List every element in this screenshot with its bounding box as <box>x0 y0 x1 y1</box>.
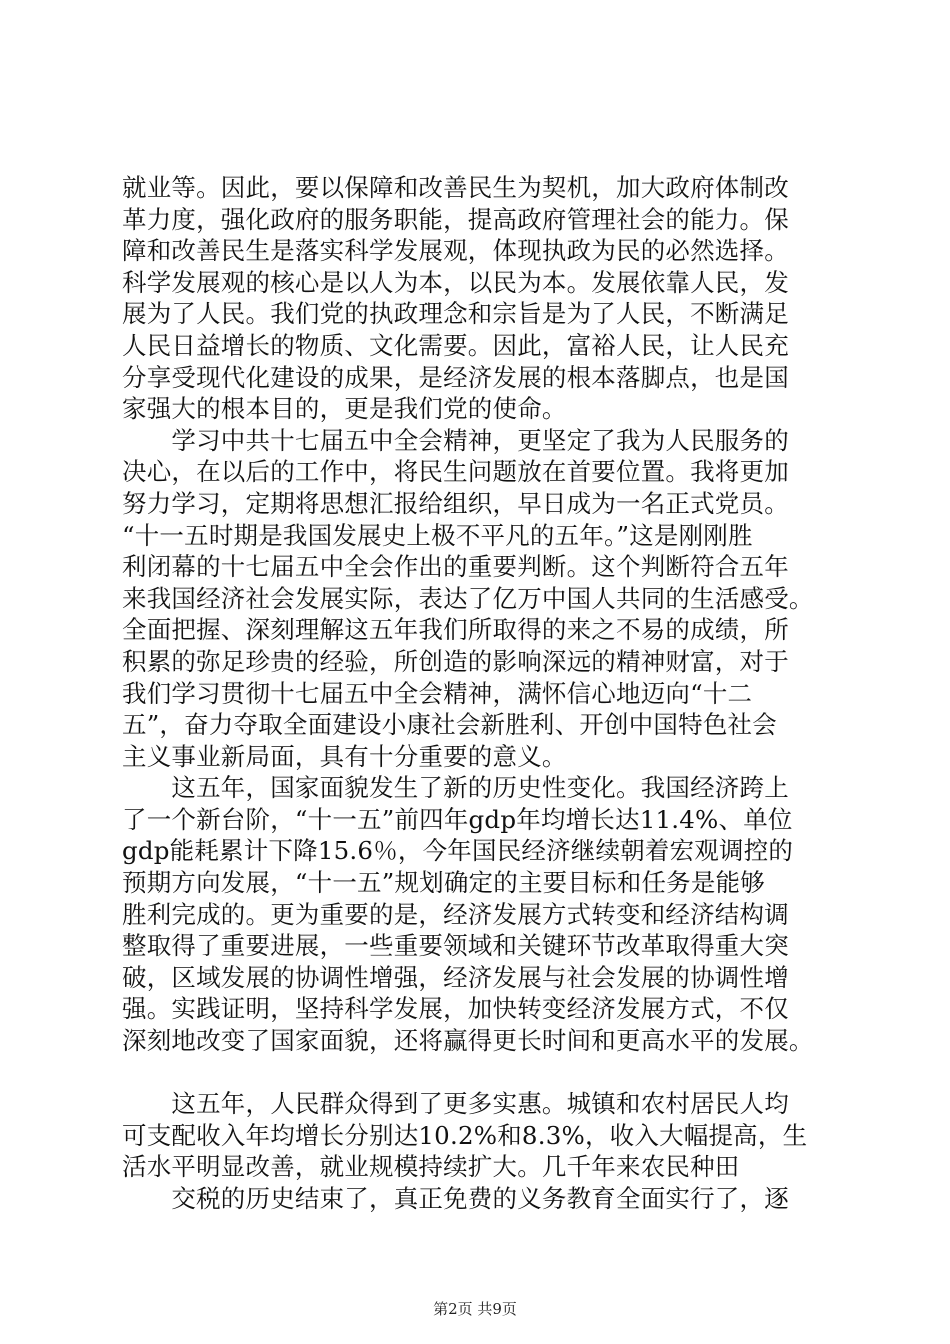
text-line: 展为了人民。我们党的执政理念和宗旨是为了人民，不断满足 <box>122 299 789 329</box>
text-line: 利闭幕的十七届五中全会作出的重要判断。这个判断符合五年 <box>122 552 789 582</box>
text-line: 交税的历史结束了，真正免费的义务教育全面实行了，逐 <box>122 1184 789 1213</box>
text-line: 我们学习贯彻十七届五中全会精神，满怀信心地迈向“十二 <box>122 678 753 708</box>
text-line: 深刻地改变了国家面貌，还将赢得更长时间和更高水平的发展。 <box>122 1026 814 1056</box>
text-line: 学习中共十七届五中全会精神，更坚定了我为人民服务的 <box>122 425 789 455</box>
text-line: 人民日益增长的物质、文化需要。因此，富裕人民，让人民充 <box>122 330 789 360</box>
text-line: 主义事业新局面，具有十分重要的意义。 <box>122 741 567 771</box>
text-line: 科学发展观的核心是以人为本，以民为本。发展依靠人民，发 <box>122 267 789 297</box>
text-line: 家强大的根本目的，更是我们党的使命。 <box>122 394 567 424</box>
text-line: 可支配收入年均增长分别达10.2%和8.3%，收入大幅提高，生 <box>122 1120 808 1150</box>
text-line: 就业等。因此，要以保障和改善民生为契机，加大政府体制改 <box>122 173 789 202</box>
text-line: 五”，奋力夺取全面建设小康社会新胜利、开创中国特色社会 <box>122 710 777 740</box>
text-line: 障和改善民生是落实科学发展观，体现执政为民的必然选择。 <box>122 236 789 266</box>
body-text <box>122 172 842 1215</box>
text-line: 活水平明显改善，就业规模持续扩大。几千年来农民种田 <box>122 1152 740 1182</box>
text-line: 整取得了重要进展，一些重要领域和关键环节改革取得重大突 <box>122 931 789 961</box>
text-line: 全面把握、深刻理解这五年我们所取得的来之不易的成绩，所 <box>122 615 789 645</box>
text-line: 这五年，国家面貌发生了新的历史性变化。我国经济跨上 <box>122 773 789 803</box>
text-line: 分享受现代化建设的成果，是经济发展的根本落脚点，也是国 <box>122 362 789 392</box>
text-line: 决心，在以后的工作中，将民生问题放在首要位置。我将更加 <box>122 457 789 487</box>
text-line: gdp能耗累计下降15.6％，今年国民经济继续朝着宏观调控的 <box>122 836 794 866</box>
text-line: 这五年，人民群众得到了更多实惠。城镇和农村居民人均 <box>122 1089 789 1119</box>
text-line: 革力度，强化政府的服务职能，提高政府管理社会的能力。保 <box>122 204 789 234</box>
text-line: 胜利完成的。更为重要的是，经济发展方式转变和经济结构调 <box>122 899 789 929</box>
blank-line <box>122 1057 842 1089</box>
text-line: “十一五时期是我国发展史上极不平凡的五年。”这是刚刚胜 <box>122 520 753 550</box>
text-line: 努力学习，定期将思想汇报给组织，早日成为一名正式党员。 <box>122 488 789 518</box>
text-line: 破，区域发展的协调性增强，经济发展与社会发展的协调性增 <box>122 962 789 992</box>
text-line: 强。实践证明，坚持科学发展，加快转变经济发展方式，不仅 <box>122 994 789 1024</box>
text-line: 了一个新台阶，“十一五”前四年gdp年均增长达11.4%、单位 <box>122 804 793 834</box>
page-footer: 第2页 共9页 <box>433 1300 517 1318</box>
text-line: 预期方向发展，“十一五”规划确定的主要目标和任务是能够 <box>122 868 765 898</box>
text-line: 来我国经济社会发展实际，表达了亿万中国人共同的生活感受。 <box>122 583 814 613</box>
text-line: 积累的弥足珍贵的经验，所创造的影响深远的精神财富，对于 <box>122 646 789 676</box>
